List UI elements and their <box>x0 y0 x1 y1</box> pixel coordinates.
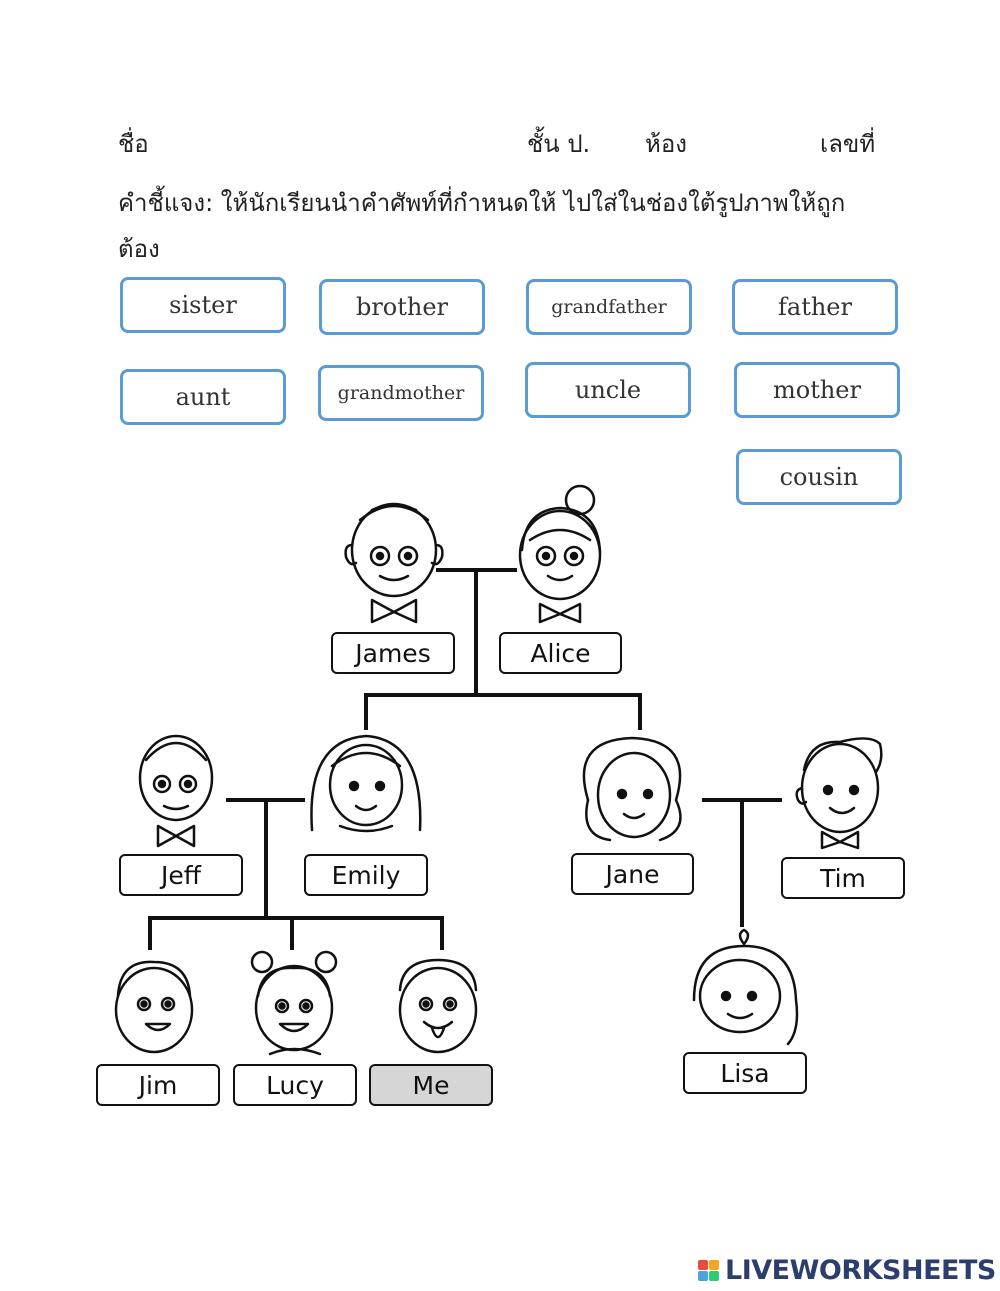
brand-name: LIVEWORKSHEETS <box>725 1254 996 1286</box>
james-face-icon <box>346 504 443 622</box>
brand-square-4 <box>709 1271 719 1281</box>
brand-mark-icon <box>698 1260 719 1281</box>
word-card-uncle[interactable]: uncle <box>525 362 691 418</box>
word-card-grandmother[interactable]: grandmother <box>318 365 484 421</box>
name-box-jeff[interactable]: Jeff <box>119 854 243 896</box>
jane-face-icon <box>584 738 681 840</box>
jeff-face-icon <box>140 736 212 846</box>
name-box-alice[interactable]: Alice <box>499 632 622 674</box>
word-card-grandfather[interactable]: grandfather <box>526 279 692 335</box>
name-box-me[interactable]: Me <box>369 1064 493 1106</box>
lisa-face-icon <box>694 930 797 1044</box>
word-card-cousin[interactable]: cousin <box>736 449 902 505</box>
word-card-sister[interactable]: sister <box>120 277 286 333</box>
liveworksheets-logo <box>698 1254 996 1286</box>
name-box-lisa[interactable]: Lisa <box>683 1052 807 1094</box>
word-card-father[interactable]: father <box>732 279 898 335</box>
lucy-face-icon <box>252 952 336 1054</box>
name-box-jim[interactable]: Jim <box>96 1064 220 1106</box>
word-card-mother[interactable]: mother <box>734 362 900 418</box>
brand-square-1 <box>698 1260 708 1270</box>
word-card-brother[interactable]: brother <box>319 279 485 335</box>
name-box-tim[interactable]: Tim <box>781 857 905 899</box>
room-label: ห้อง <box>645 130 687 158</box>
emily-face-icon <box>311 736 420 831</box>
name-box-jane[interactable]: Jane <box>571 853 694 895</box>
word-card-aunt[interactable]: aunt <box>120 369 286 425</box>
number-label: เลขที่ <box>820 130 876 158</box>
name-box-emily[interactable]: Emily <box>304 854 428 896</box>
name-label: ชื่อ <box>118 130 149 158</box>
grade-label: ชั้น ป. <box>527 130 591 158</box>
instruction-text: คำชี้แจง: ให้นักเรียนนำคำศัพท์ที่กำหนดให้ ไปใส่ในช่องใต้รูปภาพให้ถูกต้อง <box>118 189 846 263</box>
name-box-lucy[interactable]: Lucy <box>233 1064 357 1106</box>
me-face-icon <box>400 960 476 1052</box>
brand-square-2 <box>709 1260 719 1270</box>
jim-face-icon <box>116 962 192 1052</box>
alice-face-icon <box>520 486 600 622</box>
brand-square-3 <box>698 1271 708 1281</box>
tim-face-icon <box>797 738 882 848</box>
name-box-james[interactable]: James <box>331 632 455 674</box>
